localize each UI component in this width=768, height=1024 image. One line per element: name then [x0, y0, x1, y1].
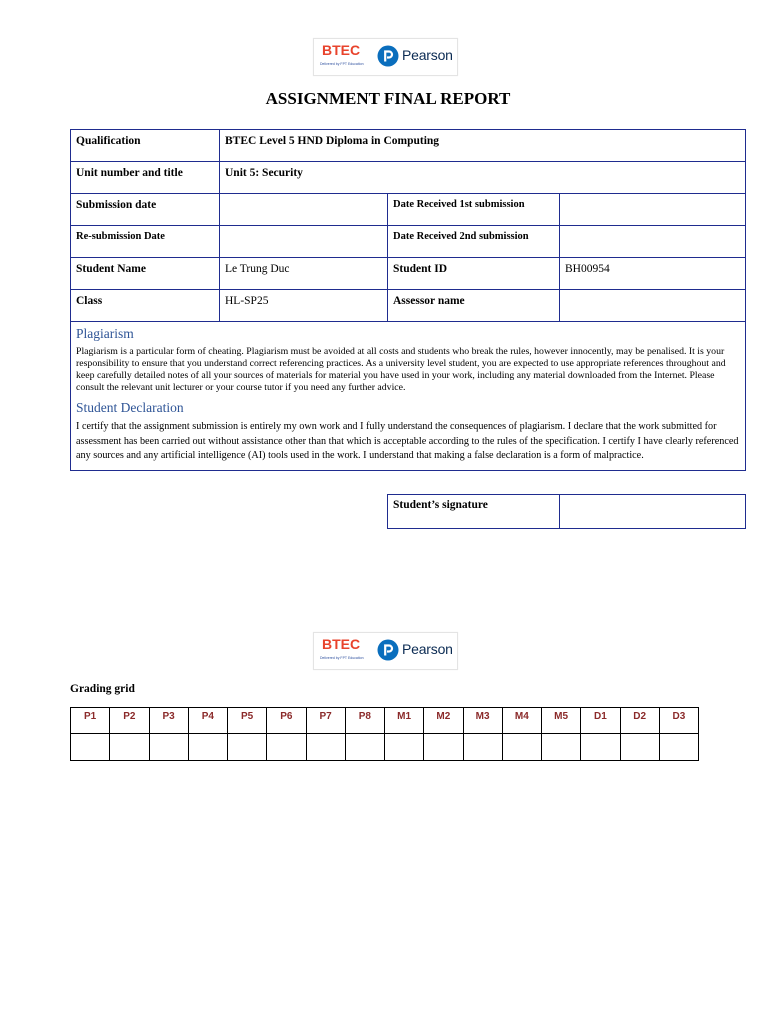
btec-logo: [318, 636, 370, 666]
grading-value-row: [71, 734, 699, 761]
grade-header-m3: M3: [463, 708, 502, 734]
grading-logo: [313, 632, 458, 670]
signature-label: Student’s signature: [388, 495, 560, 529]
submission-date-value[interactable]: [220, 194, 388, 226]
submission-date-label: Submission date: [71, 194, 220, 226]
unit-label: Unit number and title: [71, 162, 220, 194]
grade-header-p2: P2: [110, 708, 149, 734]
grade-cell-p6[interactable]: [267, 734, 306, 761]
grade-cell-p3[interactable]: [149, 734, 188, 761]
grade-header-d2: D2: [620, 708, 659, 734]
grade-cell-m1[interactable]: [385, 734, 424, 761]
grade-cell-p7[interactable]: [306, 734, 345, 761]
grade-cell-d2[interactable]: [620, 734, 659, 761]
grade-cell-p1[interactable]: [71, 734, 110, 761]
qualification-label: Qualification: [71, 130, 220, 162]
grade-header-d3: D3: [659, 708, 698, 734]
unit-value: Unit 5: Security: [220, 162, 746, 194]
student-name-value[interactable]: Le Trung Duc: [220, 258, 388, 290]
grade-header-m5: M5: [542, 708, 581, 734]
btec-logo-subtext: Delivered by FPT Education: [320, 62, 364, 66]
grade-cell-m4[interactable]: [502, 734, 541, 761]
signature-table: [387, 494, 746, 529]
table-row: [71, 290, 746, 322]
date-received-1-label: Date Received 1st submission: [388, 194, 560, 226]
date-received-2-label: Date Received 2nd submission: [388, 226, 560, 258]
assessor-value[interactable]: [560, 290, 746, 322]
grade-header-p4: P4: [188, 708, 227, 734]
grade-header-m1: M1: [385, 708, 424, 734]
resubmission-date-value[interactable]: [220, 226, 388, 258]
grade-cell-d3[interactable]: [659, 734, 698, 761]
declaration-heading: Student Declaration: [76, 400, 184, 415]
grade-header-p7: P7: [306, 708, 345, 734]
date-received-2-value[interactable]: [560, 226, 746, 258]
grading-grid-label: Grading grid: [70, 683, 135, 695]
assessor-label: Assessor name: [388, 290, 560, 322]
qualification-value: BTEC Level 5 HND Diploma in Computing: [220, 130, 746, 162]
grade-cell-m2[interactable]: [424, 734, 463, 761]
grade-cell-p5[interactable]: [228, 734, 267, 761]
table-row: [388, 495, 746, 529]
student-id-label: Student ID: [388, 258, 560, 290]
plagiarism-section: [71, 322, 746, 471]
grade-header-d1: D1: [581, 708, 620, 734]
student-id-value[interactable]: BH00954: [560, 258, 746, 290]
grade-cell-p2[interactable]: [110, 734, 149, 761]
declaration-text: I certify that the assignment submission is entirely my own work and I fully understand the consequences of plagiarism. I declare that the work submitted for assessment has been carried out without assistance other than that which is acceptable according to the rules of the specification. I certify I have clearly referenced any sources and any artificial intelligence (AI) tools used in the work. I understand that making a false declaration is a form of malpractice.: [76, 421, 739, 461]
pearson-logo-icon: [377, 45, 399, 67]
grading-grid: [70, 707, 699, 761]
grade-header-p6: P6: [267, 708, 306, 734]
pearson-logo-icon: [377, 639, 399, 661]
plagiarism-heading: Plagiarism: [76, 326, 134, 341]
assignment-info-table: [70, 129, 746, 471]
btec-logo-subtext: Delivered by FPT Education: [320, 656, 364, 660]
plagiarism-text: Plagiarism is a particular form of cheating. Plagiarism must be avoided at all costs and students who break the rules, however innocently, may be penalised. It is your responsibility to ensure that you understand correct referencing practices. As a university level student, you are expected to use appropriate references throughout and keep carefully detailed notes of all your sources of materials for material you have used in your work, including any material downloaded from the Internet. Please consult the relevant unit lecturer or your course tutor if you need any further advice.: [76, 346, 726, 393]
grade-header-p8: P8: [345, 708, 384, 734]
signature-field[interactable]: [560, 495, 746, 529]
table-row: [71, 194, 746, 226]
btec-logo: [318, 42, 370, 72]
grade-cell-m3[interactable]: [463, 734, 502, 761]
date-received-1-value[interactable]: [560, 194, 746, 226]
grade-cell-d1[interactable]: [581, 734, 620, 761]
pearson-logo-text: Pearson: [402, 47, 453, 63]
resubmission-date-label: Re-submission Date: [71, 226, 220, 258]
table-row: [71, 162, 746, 194]
grade-header-m2: M2: [424, 708, 463, 734]
table-row: [71, 258, 746, 290]
grade-header-p1: P1: [71, 708, 110, 734]
btec-logo-text: BTEC: [322, 42, 361, 58]
pearson-logo-text: Pearson: [402, 641, 453, 657]
table-row: [71, 322, 746, 471]
grading-header-row: [71, 708, 699, 734]
grade-cell-p8[interactable]: [345, 734, 384, 761]
student-name-label: Student Name: [71, 258, 220, 290]
grade-header-m4: M4: [502, 708, 541, 734]
grade-cell-p4[interactable]: [188, 734, 227, 761]
grade-header-p5: P5: [228, 708, 267, 734]
table-row: [71, 130, 746, 162]
grade-cell-m5[interactable]: [542, 734, 581, 761]
class-label: Class: [71, 290, 220, 322]
header-logo: [313, 38, 458, 76]
grade-header-p3: P3: [149, 708, 188, 734]
table-row: [71, 226, 746, 258]
class-value[interactable]: HL-SP25: [220, 290, 388, 322]
btec-logo-text: BTEC: [322, 636, 361, 652]
page-title: ASSIGNMENT FINAL REPORT: [265, 89, 511, 108]
